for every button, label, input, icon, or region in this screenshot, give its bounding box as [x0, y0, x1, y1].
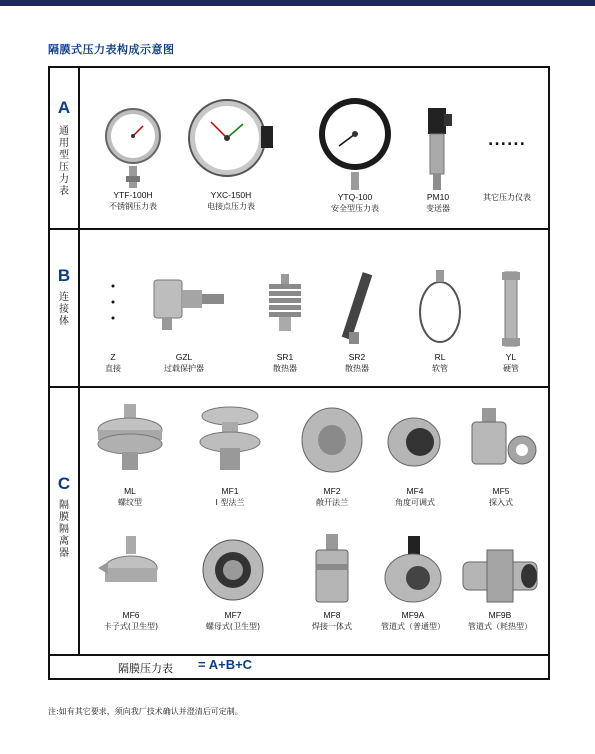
threaded-diaphragm-icon — [94, 402, 166, 486]
product-other-instruments: ...... 其它压力仪表 — [470, 134, 544, 203]
product-z: Z 直接 — [96, 278, 130, 374]
product-mf8: MF8 焊接一体式 — [294, 532, 370, 632]
direct-connection-icon — [108, 278, 118, 352]
product-mf9a: MF9A 管道式（普通型） — [370, 532, 456, 632]
nut-sanitary-icon — [200, 532, 266, 610]
safety-gauge-icon — [317, 96, 393, 192]
product-pm10: PM10 变送器 — [412, 106, 464, 214]
product-mf9b: MF9B 管道式（耗热型） — [454, 532, 546, 632]
section-a-label — [50, 68, 80, 228]
product-rl: RL 软管 — [412, 268, 468, 374]
product-yxc-150h: YXC-150H 电接点压力表 — [186, 96, 276, 212]
section-c-title: 隔 膜 隔 离 器 — [59, 500, 69, 559]
section-b — [50, 230, 548, 388]
pressure-transmitter-icon — [420, 106, 456, 192]
section-b-title: 连 接 体 — [59, 292, 69, 327]
section-c-label — [50, 388, 80, 654]
product-ytf-100h: YTF-100H 不锈钢压力表 — [98, 106, 168, 212]
product-sr1: SR1 散热器 — [262, 270, 308, 374]
section-letter: B — [57, 266, 71, 285]
pipeline-standard-icon — [378, 532, 448, 610]
top-banner — [0, 0, 595, 6]
formula-equation: = A+B+C — [198, 657, 253, 672]
composition-table — [48, 66, 550, 680]
pipeline-heat-icon — [459, 532, 541, 610]
overload-protector-icon — [142, 270, 226, 352]
section-a-title: 通 用 型 压 力 表 — [59, 126, 69, 197]
electric-contact-gauge-icon — [187, 96, 275, 190]
angle-adjustable-icon — [384, 406, 446, 486]
welded-integral-icon — [310, 532, 354, 610]
product-mf6: MF6 卡子式(卫生型) — [90, 532, 172, 632]
formula-row — [50, 656, 548, 678]
rigid-pipe-icon — [496, 268, 526, 352]
stainless-gauge-icon — [105, 106, 161, 190]
product-mf7: MF7 螺母式(卫生型) — [190, 532, 276, 632]
product-sr2: SR2 散热器 — [330, 270, 384, 374]
page-title: 隔膜式压力表构成示意图 — [48, 43, 175, 56]
product-mf1: MF1 I 型法兰 — [190, 402, 270, 508]
section-letter: C — [57, 474, 71, 493]
product-ml: ML 螺纹型 — [90, 402, 170, 508]
product-mf5: MF5 探入式 — [462, 406, 540, 508]
section-a — [50, 68, 548, 230]
product-mf2: MF2 敞开法兰 — [296, 402, 368, 508]
insertion-type-icon — [464, 406, 538, 486]
footnote: 注:如有其它要求，须向我厂技术确认并澄清后可定制。 — [48, 707, 243, 716]
more-dots-icon: ...... — [488, 133, 526, 149]
product-mf4: MF4 角度可调式 — [380, 406, 450, 508]
clamp-sanitary-icon — [96, 532, 166, 610]
heat-sink-icon — [265, 270, 305, 352]
open-flange-icon — [299, 402, 365, 486]
product-gzl: GZL 过载保护器 — [142, 270, 226, 374]
heat-sink-tube-icon — [335, 270, 379, 352]
flange-i-type-icon — [194, 402, 266, 486]
product-yl: YL 硬管 — [488, 268, 534, 374]
flexible-hose-icon — [413, 268, 467, 352]
section-c — [50, 388, 548, 656]
product-ytq-100: YTQ-100 安全型压力表 — [312, 96, 398, 214]
section-b-label — [50, 230, 80, 386]
section-letter: A — [57, 98, 71, 117]
formula-label: 隔膜压力表 — [118, 662, 173, 675]
